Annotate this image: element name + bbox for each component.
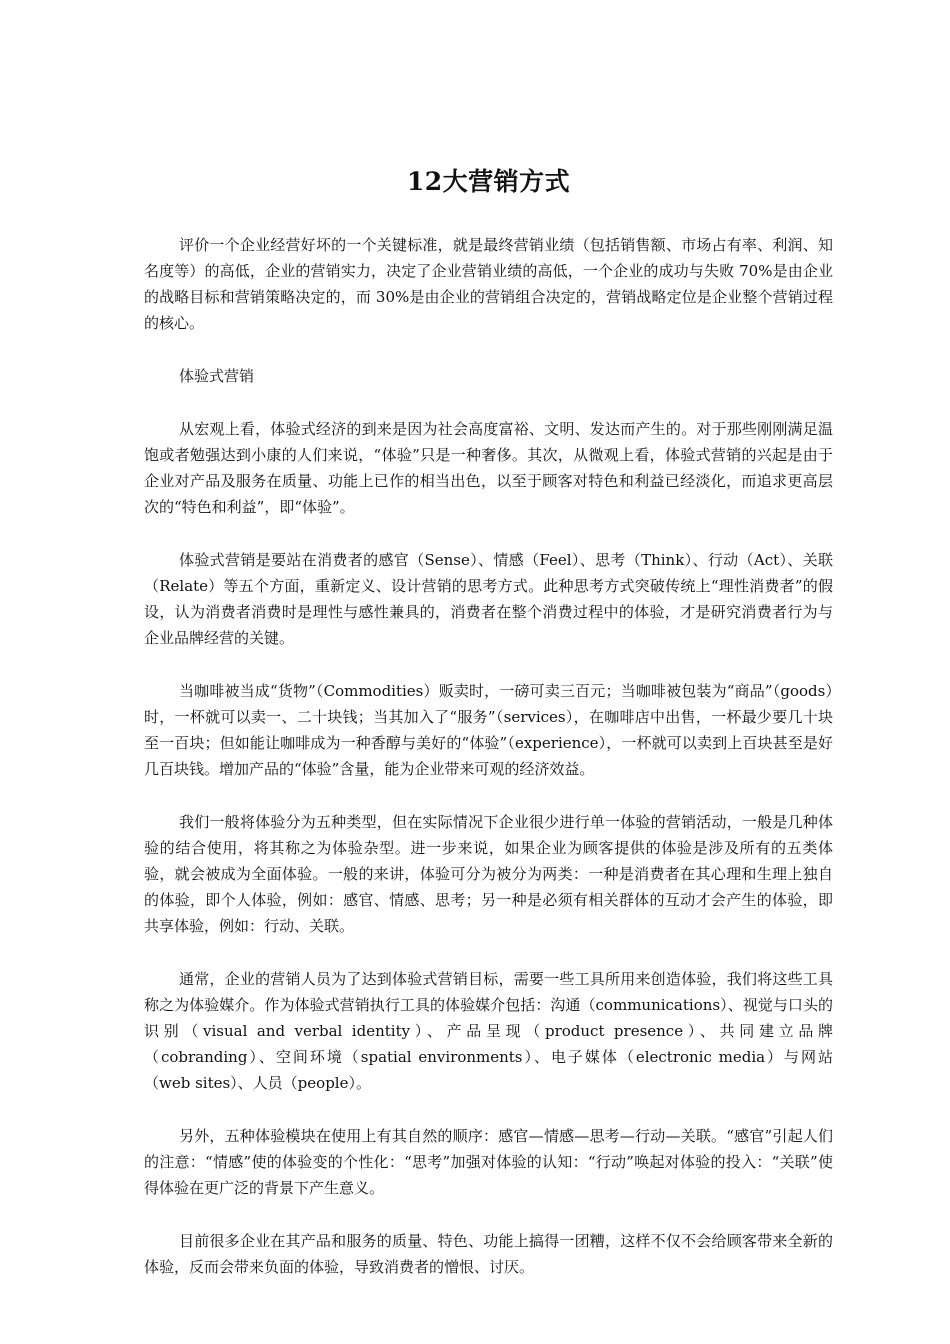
paragraph-five-aspects: 体验式营销是要站在消费者的感官（Sense）、情感（Feel）、思考（Think）、行动（Act）、关联（Relate）等五个方面，重新定义、设计营销的思考方式。此种思考方式突破传统上“理性消费者”的假设，认为消费者消费时是理性与感性兼具的，消费者在整个消费过程中的体验，才是研究消费者行为与企业品牌经营的关键。: [144, 551, 833, 647]
paragraph-module-order: 另外，五种体验模块在使用上有其自然的顺序：感官—情感—思考—行动—关联。“感官”引起人们的注意：“情感”使的体验变的个性化：“思考”加强对体验的认知：“行动”唤起对体验的投入：“关联”使得体验在更广泛的背景下产生意义。: [144, 1127, 833, 1197]
paragraph-macro-view: 从宏观上看，体验式经济的到来是因为社会高度富裕、文明、发达而产生的。对于那些刚刚满足温饱或者勉强达到小康的人们来说，“体验”只是一种奢侈。其次，从微观上看，体验式营销的兴起是由于企业对产品及服务在质量、功能上已作的相当出色，以至于顾客对特色和利益已经淡化，而追求更高层次的“特色和利益”，即“体验”。: [144, 420, 833, 516]
paragraph-experience-types: 我们一般将体验分为五种类型，但在实际情况下企业很少进行单一体验的营销活动，一般是几种体验的结合使用，将其称之为体验杂型。进一步来说，如果企业为顾客提供的体验是涉及所有的五类体验，就会被成为全面体验。一般的来讲，体验可分为被分为两类：一种是消费者在其心理和生理上独自的体验，即个人体验，例如：感官、情感、思考；另一种是必须有相关群体的互动才会产生的体验，即共享体验，例如：行动、关联。: [144, 813, 833, 935]
section-heading: 体验式营销: [179, 367, 255, 385]
paragraph-experience-media: 通常，企业的营销人员为了达到体验式营销目标，需要一些工具所用来创造体验，我们将这些工具称之为体验媒介。作为体验式营销执行工具的体验媒介包括：沟通（communications）、视觉与口头的识别（visual and verbal identity）、产品呈现（product presence）、共同建立品牌（cobranding）、空间环境（spatial environments）、电子媒体（electronic media）与网站（web sites）、人员（people）。: [144, 970, 833, 1092]
paragraph-intro: 评价一个企业经营好坏的一个关键标准，就是最终营销业绩（包括销售额、市场占有率、利润、知名度等）的高低，企业的营销实力，决定了企业营销业绩的高低，一个企业的成功与失败 70%是由企业的战略目标和营销策略决定的，而 30%是由企业的营销组合决定的，营销战略定位是企业整个营销过程的核心。: [144, 236, 833, 332]
paragraph-negative-experience: 目前很多企业在其产品和服务的质量、特色、功能上搞得一团糟，这样不仅不会给顾客带来全新的体验，反而会带来负面的体验，导致消费者的憎恨、讨厌。: [144, 1232, 833, 1276]
document-page: [144, 152, 833, 1307]
paragraph-coffee-example: 当咖啡被当成“货物”（Commodities）贩卖时，一磅可卖三百元；当咖啡被包装为“商品”（goods）时，一杯就可以卖一、二十块钱；当其加入了“服务”（services），在咖啡店中出售，一杯最少要几十块至一百块；但如能让咖啡成为一种香醇与美好的“体验”（experience），一杯就可以卖到上百块甚至是好几百块钱。增加产品的“体验”含量，能为企业带来可观的经济效益。: [144, 682, 833, 778]
document-title: 12大营销方式: [406, 167, 571, 196]
